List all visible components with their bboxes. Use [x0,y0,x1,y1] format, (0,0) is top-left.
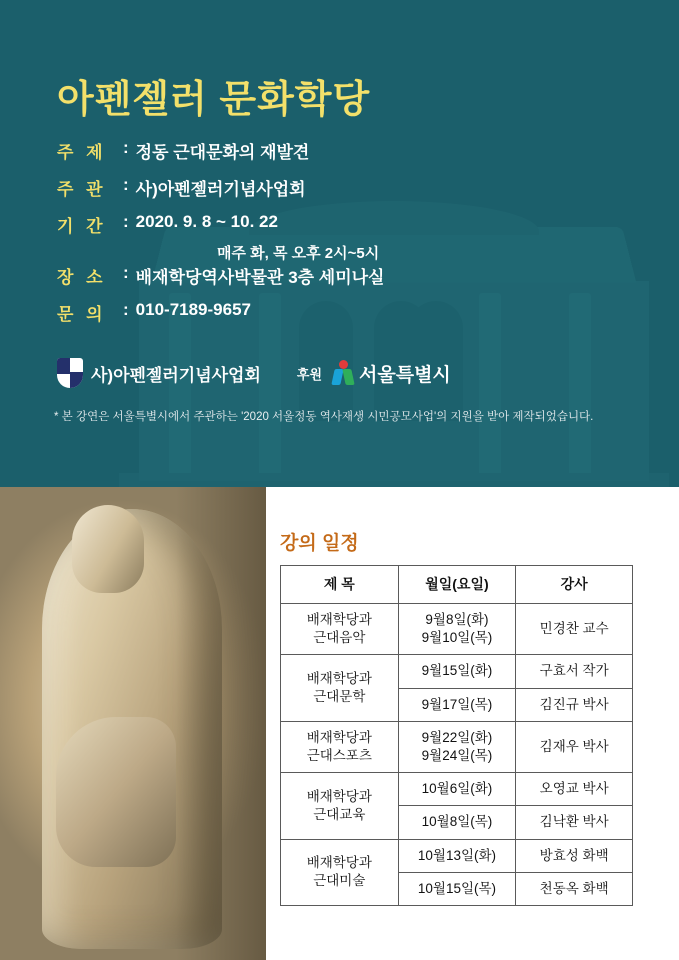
footnote: * 본 강연은 서울특별시에서 주관하는 '2020 서울정동 역사재생 시민공모사업'의 지원을 받아 제작되었습니다. [54,411,594,423]
info-label-place: 장 소 [57,268,107,287]
cell-date: 10월15일(목) [398,872,516,905]
cell-date: 9월22일(화) 9월24일(목) [398,721,516,772]
sponsor-label: 후원 [296,366,323,382]
info-label-contact: 문 의 [57,305,107,324]
table-row [281,655,633,688]
table-row [281,839,633,872]
poster-body-panel [0,487,679,960]
cell-lecturer: 오영교 박사 [516,773,633,806]
info-label-period: 기 간 [57,217,107,236]
cell-date: 9월8일(화) 9월10일(목) [398,603,516,654]
table-header-row [281,566,633,604]
info-value-subject: 정동 근대문화의 재발견 [135,143,310,162]
info-list [57,138,617,337]
schedule-table-body [281,603,633,905]
column-header-subject: 제 목 [281,566,399,604]
info-colon: : [123,175,129,194]
info-colon: : [123,212,129,231]
info-value-contact: 010-7189-9657 [135,300,251,319]
info-value-place: 배재학당역사박물관 3층 세미나실 [135,268,385,287]
info-value-period: 2020. 9. 8 ~ 10. 22 [135,212,278,231]
info-row-period [57,212,617,237]
schedule-title: 강의 일정 [280,533,359,554]
shield-logo-icon [57,358,83,388]
table-row [281,603,633,654]
cell-subject: 배재학당과 근대교육 [281,773,399,839]
page-title: 아펜젤러 문화학당 [57,79,371,121]
seoul-city-logo-icon [332,360,354,386]
info-label-subject: 주 제 [57,143,107,162]
organizer-name: 사)아펜젤러기념사업회 [91,365,261,385]
cell-subject: 배재학당과 근대스포츠 [281,721,399,772]
cell-date: 9월17일(목) [398,688,516,721]
cell-lecturer: 김낙환 박사 [516,806,633,839]
table-row [281,773,633,806]
cell-lecturer: 구효서 작가 [516,655,633,688]
info-label-host: 주 관 [57,180,107,199]
cell-subject: 배재학당과 근대문학 [281,655,399,721]
column-header-lecturer: 강사 [516,566,633,604]
period-note: 매주 화, 목 오후 2시~5시 [217,245,380,262]
cell-date: 10월8일(목) [398,806,516,839]
info-value-host: 사)아펜젤러기념사업회 [135,180,306,199]
cell-date: 9월15일(화) [398,655,516,688]
column-header-date: 월일(요일) [398,566,516,604]
cell-lecturer: 김재우 박사 [516,721,633,772]
cell-date: 10월13일(화) [398,839,516,872]
statue-photo [0,487,266,960]
cell-lecturer: 천동옥 화백 [516,872,633,905]
info-colon: : [123,263,129,282]
logo-row [57,358,451,388]
info-colon: : [123,138,129,157]
table-row [281,721,633,772]
info-colon: : [123,300,129,319]
info-row-subject [57,138,617,163]
cell-lecturer: 김진규 박사 [516,688,633,721]
cell-date: 10월6일(화) [398,773,516,806]
info-row-contact [57,300,617,325]
sponsor-name: 서울특별시 [359,364,451,386]
info-row-place [57,263,617,288]
cell-subject: 배재학당과 근대음악 [281,603,399,654]
cell-lecturer: 민경찬 교수 [516,603,633,654]
cell-subject: 배재학당과 근대미술 [281,839,399,905]
schedule-table [280,565,633,906]
cell-lecturer: 방효성 화백 [516,839,633,872]
info-row-host [57,175,617,200]
